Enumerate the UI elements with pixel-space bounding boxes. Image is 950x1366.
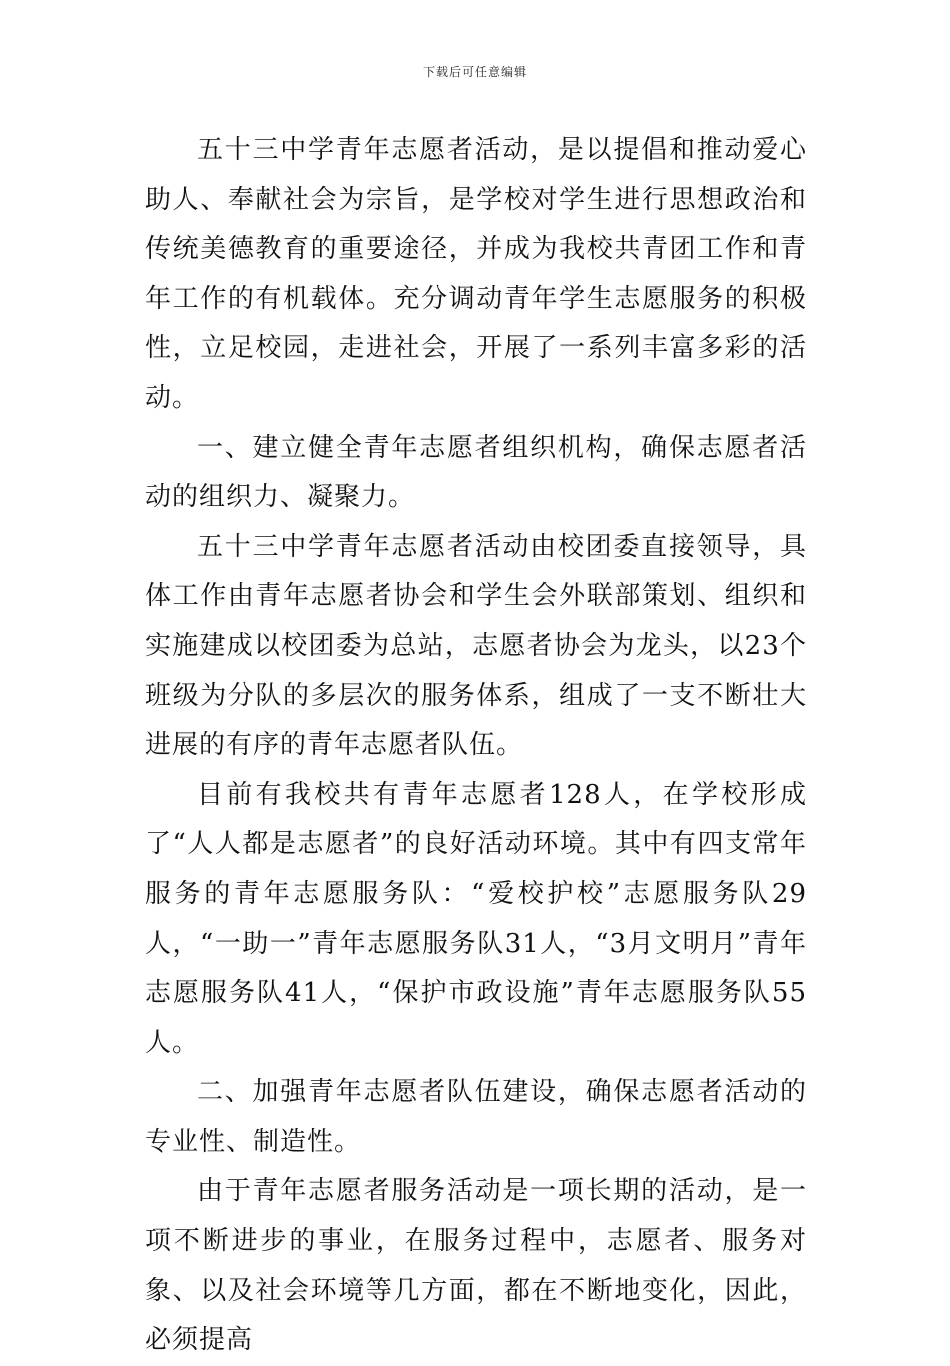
paragraph-members: 目前有我校共有青年志愿者128人，在学校形成了“人人都是志愿者”的良好活动环境。其中有四支常年服务的青年志愿服务队：“爱校护校”志愿服务队29人，“一助一”青年志愿服务队31人，“3月文明月”青年志愿服务队41人，“保护市政设施”青年志愿服务队55人。 xyxy=(145,779,807,1058)
section-heading-1: 一、建立健全青年志愿者组织机构，确保志愿者活动的组织力、凝聚力。 xyxy=(145,432,807,513)
paragraph-intro: 五十三中学青年志愿者活动，是以提倡和推动爱心助人、奉献社会为宗旨，是学校对学生进行思想政治和传统美德教育的重要途径，并成为我校共青团工作和青年工作的有机载体。充分调动青年学生志愿服务的积极性，立足校园，走进社会，开展了一系列丰富多彩的活动。 xyxy=(145,135,807,413)
document-body xyxy=(145,126,807,1366)
page-header-note: 下载后可任意编辑 xyxy=(422,65,527,79)
paragraph-development: 由于青年志愿者服务活动是一项长期的活动，是一项不断进步的事业，在服务过程中，志愿者、服务对象、以及社会环境等几方面，都在不断地变化，因此，必须提高 xyxy=(145,1176,807,1356)
paragraph-organization: 五十三中学青年志愿者活动由校团委直接领导，具体工作由青年志愿者协会和学生会外联部策划、组织和实施建成以校团委为总站，志愿者协会为龙头，以23个班级为分队的多层次的服务体系，组成了一支不断壮大进展的有序的青年志愿者队伍。 xyxy=(145,531,807,761)
section-heading-2: 二、加强青年志愿者队伍建设，确保志愿者活动的专业性、制造性。 xyxy=(145,1077,807,1157)
